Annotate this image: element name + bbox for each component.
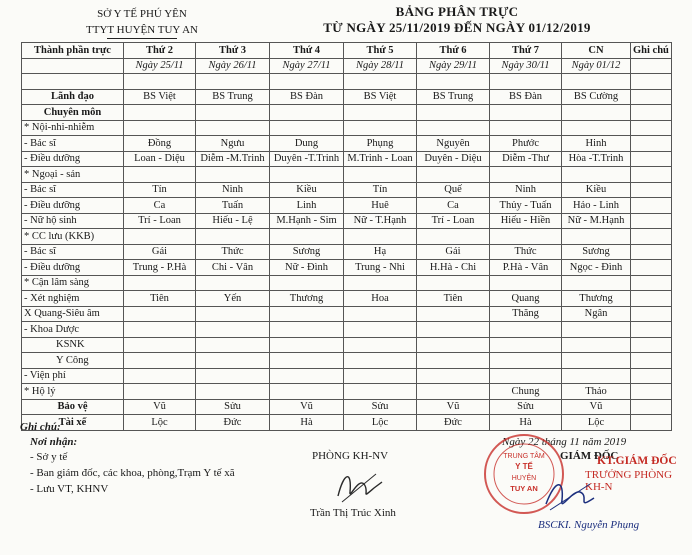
duty-cell: Trung - Nhi [344, 260, 417, 276]
duty-cell: Dung [270, 136, 344, 152]
department-label: PHÒNG KH-NV [312, 450, 389, 462]
note-cell [631, 167, 672, 183]
duty-cell: Hoa [344, 291, 417, 307]
date-cell: Ngày 01/12 [562, 58, 631, 74]
duty-cell: BS Trung [417, 89, 490, 105]
table-row [22, 399, 672, 415]
row-label: * Ngoại - sản [22, 167, 124, 183]
duty-cell [196, 368, 270, 384]
duty-cell: Ngân [562, 306, 631, 322]
duty-cell [562, 353, 631, 369]
duty-cell: Gái [417, 244, 490, 260]
table-row [22, 306, 672, 322]
duty-cell [270, 306, 344, 322]
duty-cell [562, 167, 631, 183]
duty-cell: Sửu [490, 399, 562, 415]
on-behalf-line-1: KT.GIÁM ĐỐC [597, 455, 677, 467]
empty-cell [270, 74, 344, 90]
row-label: * Nội-nhi-nhiễm [22, 120, 124, 136]
duty-cell: Kiều [270, 182, 344, 198]
duty-cell [344, 275, 417, 291]
table-row [22, 337, 672, 353]
table-row [22, 275, 672, 291]
duty-cell: Thương [562, 291, 631, 307]
row-label: KSNK [22, 337, 124, 353]
duty-cell: Hà [270, 415, 344, 431]
duty-cell: Ca [417, 198, 490, 214]
empty-cell [562, 74, 631, 90]
duty-cell: Lộc [124, 415, 196, 431]
duty-cell [270, 120, 344, 136]
row-label: Lãnh đạo [22, 89, 124, 105]
column-header: Ghi chú [631, 43, 672, 59]
duty-cell [196, 229, 270, 245]
duty-cell [196, 353, 270, 369]
row-label: - Xét nghiệm [22, 291, 124, 307]
table-body [22, 43, 672, 431]
row-label: * Cận lâm sàng [22, 275, 124, 291]
note-cell [631, 337, 672, 353]
duty-cell [270, 229, 344, 245]
duty-cell [124, 275, 196, 291]
duty-cell: Hảo - Linh [562, 198, 631, 214]
recipient-1: - Sở y tế [30, 451, 68, 463]
recipient-3: - Lưu VT, KHNV [30, 483, 109, 495]
duty-cell: Hòa -T.Trinh [562, 151, 631, 167]
duty-cell: Ninh [490, 182, 562, 198]
duty-cell: Vũ [270, 399, 344, 415]
duty-cell: Quế [417, 182, 490, 198]
note-cell [631, 291, 672, 307]
director-title: GIÁM ĐỐC [560, 450, 619, 462]
duty-cell [562, 337, 631, 353]
duty-cell [196, 337, 270, 353]
row-label: - Bác sĩ [22, 136, 124, 152]
signer-right-name: BSCKI. Nguyễn Phụng [538, 519, 640, 531]
duty-cell: Gái [124, 244, 196, 260]
duty-cell [196, 322, 270, 338]
duty-cell [196, 167, 270, 183]
title-line-1: BẢNG PHÂN TRỰC [395, 4, 519, 19]
duty-cell: Ca [124, 198, 196, 214]
duty-cell [270, 322, 344, 338]
organization-header [52, 6, 232, 39]
column-header: Thành phần trực [22, 43, 124, 59]
sign-date: Ngày 22 tháng 11 năm 2019 [502, 436, 627, 448]
duty-cell: H.Hà - Chi [417, 260, 490, 276]
duty-cell: BS Việt [344, 89, 417, 105]
note-cell [631, 182, 672, 198]
duty-cell [490, 275, 562, 291]
table-row [22, 244, 672, 260]
duty-cell: Diễm -Thư [490, 151, 562, 167]
note-cell [631, 229, 672, 245]
duty-cell: Loan - Diệu [124, 151, 196, 167]
duty-cell [344, 368, 417, 384]
empty-cell [22, 74, 124, 90]
duty-cell [196, 120, 270, 136]
duty-cell [344, 384, 417, 400]
duty-cell [124, 384, 196, 400]
duty-cell [490, 337, 562, 353]
duty-cell [417, 384, 490, 400]
duty-cell: Phụng [344, 136, 417, 152]
table-row [22, 182, 672, 198]
duty-cell [270, 105, 344, 121]
duty-cell: BS Trung [196, 89, 270, 105]
org-line-2: TTYT HUYỆN TUY AN [86, 24, 198, 36]
note-cell [631, 198, 672, 214]
row-label: - Điều dưỡng [22, 198, 124, 214]
duty-cell: Nữ - Đình [270, 260, 344, 276]
empty-cell [196, 74, 270, 90]
date-cell: Ngày 29/11 [417, 58, 490, 74]
duty-cell: Nguyên [417, 136, 490, 152]
table-row [22, 120, 672, 136]
date-cell: Ngày 25/11 [124, 58, 196, 74]
duty-cell: Tuấn [196, 198, 270, 214]
duty-cell [417, 229, 490, 245]
stamp-line-4: TUY AN [510, 484, 538, 493]
duty-cell [490, 167, 562, 183]
row-label: Y Công [22, 353, 124, 369]
duty-cell: Sửu [344, 399, 417, 415]
signature-right [540, 470, 600, 516]
column-header: Thứ 2 [124, 43, 196, 59]
duty-cell [344, 337, 417, 353]
note-cell [631, 151, 672, 167]
duty-cell: Ngọc - Đình [562, 260, 631, 276]
table-row [22, 151, 672, 167]
note-cell [631, 260, 672, 276]
duty-schedule-table [21, 42, 672, 431]
duty-cell: Tín [344, 182, 417, 198]
duty-cell: Vũ [124, 399, 196, 415]
column-header: Thứ 4 [270, 43, 344, 59]
table-row [22, 322, 672, 338]
duty-cell: BS Đàn [270, 89, 344, 105]
table-row [22, 415, 672, 431]
row-label: - Điều dưỡng [22, 151, 124, 167]
duty-cell [344, 229, 417, 245]
table-row [22, 136, 672, 152]
duty-cell [270, 368, 344, 384]
row-label: * CC lưu (KKB) [22, 229, 124, 245]
stamp-line-1: TRUNG TÂM [503, 453, 545, 460]
duty-cell: Thảo [562, 384, 631, 400]
duty-cell [417, 337, 490, 353]
duty-cell: Thức [196, 244, 270, 260]
duty-cell: Vũ [562, 399, 631, 415]
duty-cell: Thủy - Tuấn [490, 198, 562, 214]
table-row [22, 353, 672, 369]
duty-cell [417, 167, 490, 183]
note-title: Ghi chú: [20, 421, 61, 433]
duty-cell [196, 306, 270, 322]
date-row-label [22, 58, 124, 74]
row-label: * Hộ lý [22, 384, 124, 400]
column-header: CN [562, 43, 631, 59]
duty-cell: BS Đàn [490, 89, 562, 105]
duty-cell: M.Hạnh - Sim [270, 213, 344, 229]
duty-cell: Lộc [562, 415, 631, 431]
duty-cell [124, 368, 196, 384]
duty-cell: P.Hà - Vân [490, 260, 562, 276]
duty-cell [417, 368, 490, 384]
row-label: Chuyên môn [22, 105, 124, 121]
table-row [22, 384, 672, 400]
duty-cell: Ninh [196, 182, 270, 198]
duty-cell: Duyên -T.Trinh [270, 151, 344, 167]
duty-cell: Hà [490, 415, 562, 431]
header-row [22, 43, 672, 59]
duty-cell: Đức [417, 415, 490, 431]
note-cell [631, 213, 672, 229]
duty-cell: Nữ - M.Hạnh [562, 213, 631, 229]
note-cell [631, 244, 672, 260]
row-label: - Viện phí [22, 368, 124, 384]
note-cell [631, 105, 672, 121]
note-cell [631, 136, 672, 152]
table-row [22, 229, 672, 245]
table-row [22, 291, 672, 307]
table-row [22, 260, 672, 276]
duty-cell [124, 353, 196, 369]
table-row [22, 368, 672, 384]
table-row [22, 198, 672, 214]
duty-cell [562, 322, 631, 338]
recipient-2: - Ban giám đốc, các khoa, phòng,Trạm Y tế xã [30, 467, 235, 479]
row-label: Tài xế [22, 415, 124, 431]
duty-cell: Chung [490, 384, 562, 400]
duty-cell [344, 322, 417, 338]
duty-cell [124, 167, 196, 183]
duty-cell [344, 353, 417, 369]
row-label: - Bác sĩ [22, 244, 124, 260]
duty-cell: Yến [196, 291, 270, 307]
note-cell [631, 368, 672, 384]
duty-cell: Quang [490, 291, 562, 307]
duty-cell: Tiên [417, 291, 490, 307]
note-cell [631, 399, 672, 415]
duty-cell: Thương [270, 291, 344, 307]
duty-cell: Hinh [562, 136, 631, 152]
duty-cell [344, 306, 417, 322]
row-label: - Bác sĩ [22, 182, 124, 198]
duty-cell [124, 306, 196, 322]
duty-cell [270, 275, 344, 291]
duty-cell [490, 105, 562, 121]
duty-cell [417, 105, 490, 121]
duty-cell: Trung - P.Hà [124, 260, 196, 276]
duty-cell [124, 120, 196, 136]
duty-cell: Vũ [417, 399, 490, 415]
duty-cell [124, 229, 196, 245]
duty-cell [562, 229, 631, 245]
date-row [22, 58, 672, 74]
table-row [22, 89, 672, 105]
duty-cell: Diễm -M.Trinh [196, 151, 270, 167]
row-label: X Quang-Siêu âm [22, 306, 124, 322]
duty-cell [270, 337, 344, 353]
duty-cell: Hạ [344, 244, 417, 260]
on-behalf-line-2: TRƯỞNG PHÒNG KH-N [585, 469, 673, 493]
recipients-title: Nơi nhận: [30, 436, 78, 448]
duty-cell: Tín [124, 182, 196, 198]
duty-cell [344, 105, 417, 121]
table-row [22, 105, 672, 121]
date-cell: Ngày 30/11 [490, 58, 562, 74]
column-header: Thứ 5 [344, 43, 417, 59]
duty-cell: Tiên [124, 291, 196, 307]
date-cell: Ngày 27/11 [270, 58, 344, 74]
duty-cell [490, 368, 562, 384]
date-cell: Ngày 26/11 [196, 58, 270, 74]
duty-cell: BS Việt [124, 89, 196, 105]
table-row [22, 167, 672, 183]
duty-cell [417, 275, 490, 291]
org-line-1: SỞ Y TẾ PHÚ YÊN [97, 8, 187, 20]
duty-cell: Đức [196, 415, 270, 431]
duty-cell [562, 368, 631, 384]
duty-cell: Phước [490, 136, 562, 152]
empty-cell [631, 74, 672, 90]
duty-cell [417, 322, 490, 338]
stamp-line-2: Y TẾ [515, 462, 533, 471]
duty-cell [490, 322, 562, 338]
duty-cell: Hiếu - Lệ [196, 213, 270, 229]
duty-cell [562, 105, 631, 121]
row-label: Bảo vệ [22, 399, 124, 415]
duty-cell: Đồng [124, 136, 196, 152]
duty-cell: M.Trinh - Loan [344, 151, 417, 167]
duty-cell: BS Cường [562, 89, 631, 105]
note-cell [631, 120, 672, 136]
duty-cell: Huê [344, 198, 417, 214]
document-title [262, 4, 652, 36]
duty-cell [124, 337, 196, 353]
duty-cell [270, 384, 344, 400]
table-row [22, 213, 672, 229]
duty-cell [490, 353, 562, 369]
duty-cell: Chi - Vân [196, 260, 270, 276]
duty-cell: Thức [490, 244, 562, 260]
column-header: Thứ 7 [490, 43, 562, 59]
duty-cell [562, 275, 631, 291]
date-cell: Ngày 28/11 [344, 58, 417, 74]
duty-cell [344, 120, 417, 136]
duty-cell [490, 120, 562, 136]
duty-cell: Ngưu [196, 136, 270, 152]
row-label: - Khoa Dược [22, 322, 124, 338]
empty-cell [490, 74, 562, 90]
duty-cell: Thăng [490, 306, 562, 322]
duty-cell: Sửu [196, 399, 270, 415]
duty-cell: Duyên - Diệu [417, 151, 490, 167]
duty-cell: Hiếu - Hiền [490, 213, 562, 229]
empty-cell [124, 74, 196, 90]
spacer-row [22, 74, 672, 90]
duty-cell: Linh [270, 198, 344, 214]
signer-left-name: Trần Thị Trúc Xinh [310, 507, 396, 519]
header-divider [107, 38, 177, 39]
duty-cell [124, 322, 196, 338]
duty-cell: Trí - Loan [124, 213, 196, 229]
duty-cell [270, 167, 344, 183]
duty-cell [196, 105, 270, 121]
duty-cell: Nữ - T.Hạnh [344, 213, 417, 229]
note-cell [631, 58, 672, 74]
duty-cell [562, 120, 631, 136]
note-cell [631, 322, 672, 338]
duty-cell [490, 229, 562, 245]
duty-cell: Trí - Loan [417, 213, 490, 229]
note-cell [631, 415, 672, 431]
empty-cell [344, 74, 417, 90]
duty-cell [196, 275, 270, 291]
duty-cell: Sương [270, 244, 344, 260]
note-cell [631, 384, 672, 400]
duty-cell: Lộc [344, 415, 417, 431]
note-cell [631, 353, 672, 369]
signature-left [330, 466, 390, 506]
duty-cell [124, 105, 196, 121]
empty-cell [417, 74, 490, 90]
row-label: - Điều dưỡng [22, 260, 124, 276]
duty-cell: Kiều [562, 182, 631, 198]
duty-cell: Sương [562, 244, 631, 260]
title-line-2: TỪ NGÀY 25/11/2019 ĐẾN NGÀY 01/12/2019 [323, 20, 591, 35]
row-label: - Nữ hộ sinh [22, 213, 124, 229]
stamp-line-3: HUYỆN [511, 475, 537, 482]
note-cell [631, 275, 672, 291]
column-header: Thứ 6 [417, 43, 490, 59]
column-header: Thứ 3 [196, 43, 270, 59]
duty-cell [344, 167, 417, 183]
duty-cell [270, 353, 344, 369]
duty-cell [417, 353, 490, 369]
duty-cell [417, 306, 490, 322]
note-cell [631, 306, 672, 322]
duty-cell [417, 120, 490, 136]
duty-cell [196, 384, 270, 400]
note-cell [631, 89, 672, 105]
